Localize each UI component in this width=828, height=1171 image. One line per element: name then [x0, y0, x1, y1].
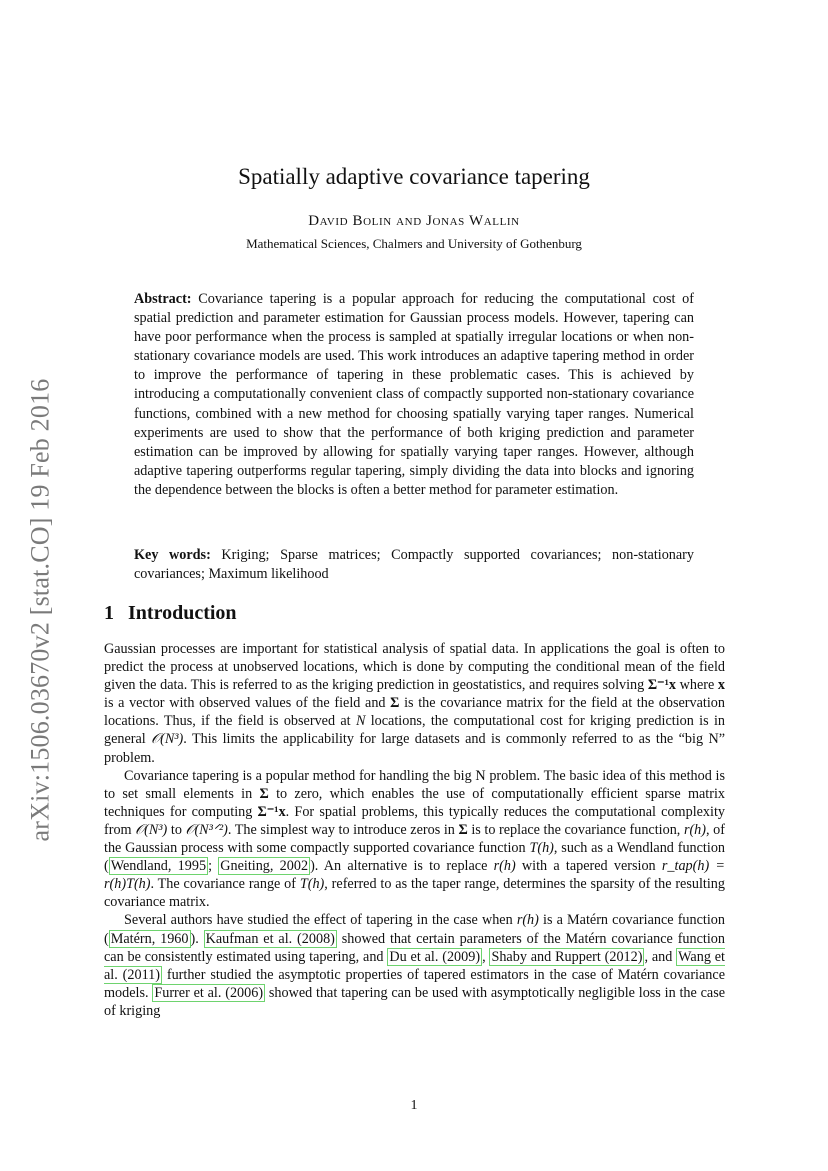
paragraph-text: Covariance tapering is a popular method for handling the big N problem. The basic idea of this method is to set small elements in: [104, 767, 725, 802]
citation-link[interactable]: Kaufman et al. (2008): [205, 930, 335, 947]
citation-link[interactable]: Matérn, 1960: [110, 930, 189, 947]
math-expression: x: [717, 677, 725, 694]
paragraph-text: showed that certain parameters of the Matérn covariance function can be consistently estimated using tapering, and: [104, 930, 725, 965]
math-expression: T(h): [529, 840, 554, 857]
paper-title: Spatially adaptive covariance tapering: [238, 164, 590, 189]
paragraph-text: , of the Gaussian process with some compactly supported covariance function: [104, 821, 725, 857]
math-expression: 𝒪(N³): [135, 821, 168, 838]
paragraph-text: with a tapered version: [515, 858, 662, 875]
math-expression: r(h): [516, 912, 539, 929]
citation-link[interactable]: Wendland, 1995: [110, 858, 207, 875]
keywords-block: [134, 546, 694, 584]
math-expression: r_tap(h) = r(h)T(h): [104, 858, 725, 893]
paragraph-text: to: [167, 821, 186, 838]
paragraph-text: is the covariance matrix for the field at the observation locations. Thus, if the field is observed at: [104, 695, 725, 730]
paragraph-text: locations, the computational cost for kriging prediction is in general: [104, 713, 725, 748]
paper-authors: David Bolin and Jonas Wallin: [308, 213, 520, 229]
arxiv-identifier[interactable]: arXiv:1506.03670v2 [stat.CO] 19 Feb 2016: [25, 378, 54, 842]
citation-link[interactable]: Wang et al. (2011): [104, 948, 725, 983]
math-expression: r(h): [683, 821, 707, 838]
math-expression: T(h): [299, 876, 325, 893]
paper-affiliation: Mathematical Sciences, Chalmers and University of Gothenburg: [246, 236, 582, 251]
citation-link[interactable]: Shaby and Ruppert (2012): [491, 948, 643, 965]
abstract-text: Covariance tapering is a popular approach for reducing the computational cost of spatial prediction and parameter estimation for Gaussian process models. However, tapering can have poor performance when the process is sampled at spatially irregular locations or when non-stationary covariance models are used. This work introduces an adaptive tapering method in order to improve the performance of tapering in these problematic cases. This is achieved by introducing a computationally convenient class of compactly supported non-stationary covariance functions, combined with a new method for choosing spatially varying taper ranges. Numerical experiments are used to show that the performance of both kriging prediction and parameter estimation can be improved by allowing for spatially varying taper ranges. However, although adaptive tapering outperforms regular tapering, simply dividing the data into blocks and ignoring the dependence between the blocks is often a better method for parameter estimation.: [134, 291, 694, 498]
paragraph-text: is a vector with observed values of the field and: [104, 695, 391, 712]
section-heading: [104, 602, 237, 625]
paragraph-text: . The covariance range of: [150, 876, 300, 893]
paragraph-text: where: [676, 677, 718, 694]
section-title: Introduction: [128, 602, 237, 624]
paragraph-text: . For spatial problems, this typically reduces the computational complexity from: [104, 803, 725, 838]
paragraph-text: , such as a Wendland function (: [104, 840, 726, 875]
paragraph: [104, 911, 725, 1020]
section-number: 1: [104, 602, 114, 624]
citation-link[interactable]: Gneiting, 2002: [220, 858, 309, 875]
citation-link[interactable]: Du et al. (2009): [389, 948, 481, 965]
paragraph-text: is a Matérn covariance function (: [104, 912, 725, 947]
paragraph-text: , and: [644, 948, 677, 965]
math-expression: 𝒪(N³ᐟ²): [185, 821, 228, 838]
math-expression: Σ⁻¹x: [257, 803, 286, 820]
keywords-label: Key words:: [134, 547, 211, 563]
citation-link[interactable]: Furrer et al. (2006): [154, 984, 264, 1001]
arxiv-sidebar-stamp: [20, 360, 60, 860]
math-expression: N: [355, 713, 366, 730]
paragraph-text: showed that tapering can be used with asymptotically negligible loss in the case of kriging: [104, 984, 726, 1019]
paragraph-text: ). An alternative is to replace: [310, 858, 494, 875]
page-number: 1: [410, 1098, 418, 1113]
paragraph-text: ,: [482, 948, 490, 965]
math-expression: 𝒪(N³): [151, 731, 184, 748]
paragraph-text: is to replace the covariance function,: [467, 821, 684, 838]
paragraph-text: . The simplest way to introduce zeros in: [227, 821, 459, 838]
math-expression: Σ⁻¹x: [647, 677, 676, 694]
paragraph-text: ;: [208, 858, 219, 875]
paragraph: [104, 767, 725, 912]
paragraph: [104, 640, 725, 767]
paragraph-text: Gaussian processes are important for statistical analysis of spatial data. In applications the goal is often to predict the process at unobserved locations, which is done by computing the conditional mean of the field given the data. This is referred to as the kriging prediction in geostatistics, and requires solving: [104, 641, 725, 694]
math-expression: Σ: [259, 785, 269, 802]
paragraph-text: Several authors have studied the effect of tapering in the case when: [124, 912, 517, 929]
paragraph-text: . This limits the applicability for large datasets and is commonly referred to as the “big N” problem.: [104, 731, 726, 766]
abstract-label: Abstract:: [134, 291, 192, 307]
math-expression: r(h): [493, 858, 516, 875]
paragraph-text: to zero, which enables the use of computationally efficient sparse matrix techniques for computing: [104, 785, 725, 820]
keywords-text: Kriging; Sparse matrices; Compactly supported covariances; non-stationary covariances; Maximum likelihood: [134, 547, 695, 583]
abstract-block: [134, 290, 694, 500]
introduction-body: [104, 640, 725, 1020]
math-expression: Σ: [390, 695, 400, 712]
math-expression: Σ: [458, 821, 468, 838]
paragraph-text: further studied the asymptotic properties of tapered estimators in the case of Matérn covariance models.: [104, 966, 725, 1001]
paragraph-text: , referred to as the taper range, determines the sparsity of the resulting covariance matrix.: [104, 876, 725, 911]
paragraph-text: ).: [190, 930, 204, 947]
